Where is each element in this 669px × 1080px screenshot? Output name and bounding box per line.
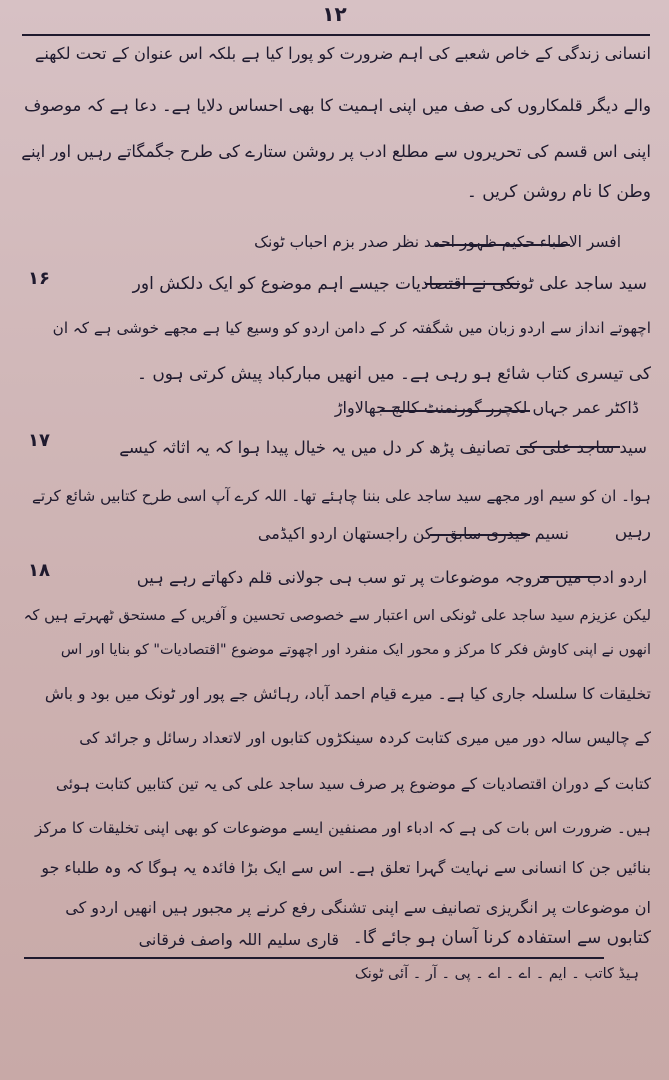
entry-18-signature: قاری سلیم اللہ واصف فرقانی <box>138 930 339 949</box>
entry-17-line-3: رہیں <box>614 522 651 542</box>
entry-18-line-1: اردو ادب میں مروجہ موضوعات پر تو سب ہی جولانی قلم دکھاتے رہے ہیں <box>136 568 647 587</box>
entry-18-line-10: کتابوں سے استفادہ کرنا آسان ہو جائے گا۔ <box>352 928 651 948</box>
entry-18-number: ۱۸ <box>28 560 50 581</box>
entry-17-line-1: سید ساجد علی کی تصانیف پڑھ کر دل میں یہ خیال پیدا ہوا کہ یہ اثاثہ کیسے <box>119 438 647 457</box>
intro-signature: افسر الاطباء حکیم ظہور احمد نظر صدر بزم احباب ٹونک <box>254 233 621 251</box>
intro-line-3: اپنی اس قسم کی تحریروں سے مطلع ادب پر روشن ستارے کی طرح جگمگاتے رہیں اور اپنے <box>21 142 651 161</box>
entry-18-line-2: لیکن عزیزم سید ساجد علی ٹونکی اس اعتبار سے خصوصی تحسین و آفریں کے مستحق ٹھہرتے ہیں کہ <box>23 607 651 624</box>
entry-16-line-1: سید ساجد علی ٹونکی نے اقتصادیات جیسے اہم موضوع کو ایک دلکش اور <box>132 274 647 294</box>
entry-16-line-3: کی تیسری کتاب شائع ہو رہی ہے۔ میں انھیں مبارکباد پیش کرتی ہوں ۔ <box>136 364 651 384</box>
bottom-rule <box>24 957 604 959</box>
top-rule <box>22 34 650 36</box>
entry-18-line-9: ان موضوعات پر انگریزی تصانیف سے اپنی تشنگی رفع کرنے پر مجبور ہیں انھیں اردو کی <box>65 898 651 917</box>
entry-17-line-2: ہوا۔ ان کو سیم اور مجھے سید ساجد علی بننا چاہئے تھا۔ اللہ کرے آپ اسی طرح کتابیں شائع کرتے <box>32 487 651 505</box>
entry-18-line-7: ہیں۔ ضرورت اس بات کی ہے کہ ادباء اور مصنفین ایسے موضوعات کو بھی اپنی تخلیقات کا مرکز <box>34 819 651 837</box>
entry-18-line-4: تخلیقات کا سلسلہ جاری کیا ہے۔ میرے قیام احمد آباد، رہائش جے پور اور ٹونک میں بود و باش <box>44 685 651 703</box>
entry-16-signature: ڈاکٹر عمر جہاں لکچرر گورنمنٹ کالج جھالاواڑ <box>334 398 639 417</box>
intro-line-1: انسانی زندگی کے خاص شعبے کی اہم ضرورت کو پورا کیا ہے بلکہ اس عنوان کے تحت لکھنے <box>34 44 651 63</box>
entry-18-line-5: کے چالیس سالہ دور میں میری کتابت کردہ سینکڑوں کتابوں اور لاتعداد رسائل و جرائد کی <box>79 729 651 747</box>
intro-line-2: والے دیگر قلمکاروں کی صف میں اپنی اہمیت کا بھی احساس دلایا ہے۔ دعا ہے کہ موصوف <box>24 96 651 115</box>
page-number: ۱۲ <box>322 2 347 26</box>
entry-16-line-2: اچھوتے انداز سے اردو زبان میں شگفتہ کر کے دامن اردو کو وسیع کیا ہے مجھے خوشی ہے کہ ان <box>52 319 651 337</box>
entry-18-line-3: انھوں نے اپنی کاوش فکر کا مرکز و محور ایک منفرد اور اچھوتے موضوع "اقتصادیات" کو بنایا اور اس <box>60 642 651 658</box>
entry-18-designation: ہیڈ کاتب ۔ ایم ۔ اے ۔ اے ۔ پی ۔ آر ۔ آئی ٹونک <box>354 966 639 982</box>
entry-18-line-6: کتابت کے دوران اقتصادیات کے موضوع پر صرف سید ساجد علی کی یہ تین کتابیں کتابت ہوئی <box>55 775 651 793</box>
entry-18-line-8: بنائیں جن کا انسانی سے نہایت گہرا تعلق ہے۔ اس سے ایک بڑا فائدہ یہ ہوگا کہ وہ طلباء جو <box>41 858 651 877</box>
entry-17-number: ۱۷ <box>28 430 50 451</box>
entry-17-signature: نسیم حیدری سابق رکن راجستھان اردو اکیڈمی <box>257 524 569 543</box>
intro-line-4: وطن کا نام روشن کریں ۔ <box>466 182 651 202</box>
entry-16-number: ۱۶ <box>28 268 50 289</box>
